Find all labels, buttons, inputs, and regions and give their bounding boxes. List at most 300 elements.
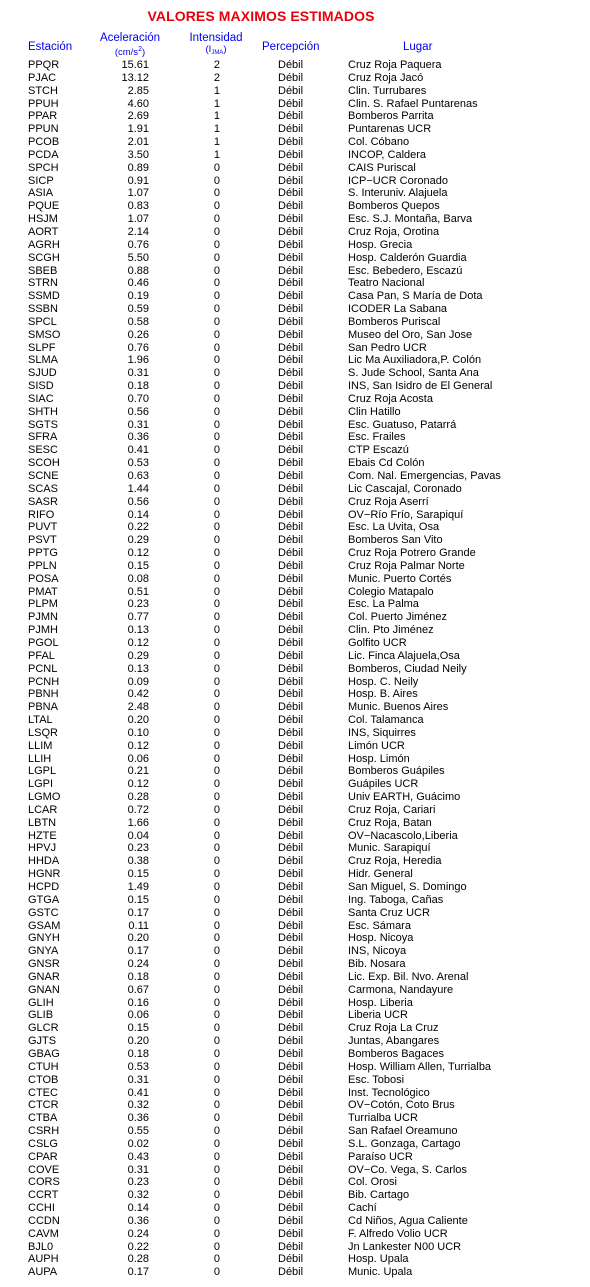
location-value: Hosp. Nicoya <box>348 932 414 945</box>
perception-value: Débil <box>278 611 304 624</box>
intensity-value: 0 <box>213 688 220 701</box>
intensity-value: 0 <box>213 161 220 174</box>
perception-value: Débil <box>278 136 304 149</box>
perception-value: Débil <box>278 1047 304 1060</box>
intensity-value: 0 <box>213 200 220 213</box>
perception-value: Débil <box>278 251 304 264</box>
intensity-value: 0 <box>213 418 220 431</box>
perception-value: Débil <box>278 803 304 816</box>
intensity-value: 0 <box>213 1202 220 1215</box>
intensity-value: 0 <box>213 444 220 457</box>
acceleration-value: 0.76 <box>127 238 149 251</box>
perception-value: Débil <box>278 829 304 842</box>
intensity-value: 0 <box>213 701 220 714</box>
station-code: PUVT <box>28 521 58 534</box>
acceleration-value: 0.29 <box>127 534 149 547</box>
intensity-value: 0 <box>213 457 220 470</box>
table-row <box>0 1176 590 1189</box>
perception-value: Débil <box>278 1266 304 1279</box>
station-code: SCAS <box>28 482 58 495</box>
station-code: HGNR <box>28 868 61 881</box>
perception-value: Débil <box>278 893 304 906</box>
location-value: Teatro Nacional <box>348 277 425 290</box>
table-row <box>0 239 590 252</box>
station-code: PQUE <box>28 200 60 213</box>
location-value: Cruz Roja Palmar Norte <box>348 559 465 572</box>
location-value: Clin. S. Rafael Puntarenas <box>348 97 478 110</box>
intensity-value: 0 <box>213 932 220 945</box>
station-code: GSTC <box>28 906 59 919</box>
location-value: INS, San Isidro de El General <box>348 380 493 393</box>
perception-value: Débil <box>278 1240 304 1253</box>
acceleration-value: 0.22 <box>127 1240 149 1253</box>
location-value: Bib. Cartago <box>348 1189 410 1202</box>
acceleration-value: 0.19 <box>127 290 149 303</box>
perception-value: Débil <box>278 238 304 251</box>
intensity-value: 0 <box>213 367 220 380</box>
intensity-value: 0 <box>213 328 220 341</box>
perception-value: Débil <box>278 791 304 804</box>
acceleration-value: 0.15 <box>127 559 149 572</box>
table-row <box>0 123 590 136</box>
station-code: CTEC <box>28 1086 58 1099</box>
table-row <box>0 354 590 367</box>
station-code: PCDA <box>28 148 59 161</box>
station-code: LGMO <box>28 791 61 804</box>
location-value: F. Alfredo Volio UCR <box>348 1227 448 1240</box>
station-code: ASIA <box>28 187 54 200</box>
table-row <box>0 560 590 573</box>
table-row <box>0 483 590 496</box>
location-value: Col. Cóbano <box>348 136 410 149</box>
perception-value: Débil <box>278 932 304 945</box>
intensity-value: 0 <box>213 521 220 534</box>
acceleration-value: 0.29 <box>127 649 149 662</box>
location-value: Museo del Oro, San Jose <box>348 328 473 341</box>
intensity-value: 0 <box>213 855 220 868</box>
perception-value: Débil <box>278 739 304 752</box>
station-code: PPAR <box>28 110 58 123</box>
perception-value: Débil <box>278 765 304 778</box>
table-row <box>0 509 590 522</box>
header-aceleracion <box>92 32 168 59</box>
acceleration-value: 0.76 <box>127 341 149 354</box>
perception-value: Débil <box>278 881 304 893</box>
table-row <box>0 971 590 984</box>
intensity-value: 0 <box>213 1060 220 1073</box>
perception-value: Débil <box>278 624 304 637</box>
location-value: Bomberos Guápiles <box>348 765 445 778</box>
perception-value: Débil <box>278 213 304 226</box>
perception-value: Débil <box>278 1163 304 1176</box>
station-code: GLIB <box>28 1009 54 1022</box>
station-code: GNSR <box>28 958 60 971</box>
location-value: Cruz Roja Potrero Grande <box>348 547 476 560</box>
location-value: Hosp. Liberia <box>348 996 413 1009</box>
perception-value: Débil <box>278 1137 304 1150</box>
location-value: Lic. Finca Alajuela,Osa <box>348 649 460 662</box>
table-row <box>0 1074 590 1087</box>
station-code: SGTS <box>28 418 58 431</box>
station-code: GNYA <box>28 945 59 958</box>
station-code: HCPD <box>28 881 60 893</box>
table-row <box>0 778 590 791</box>
intensity-value: 0 <box>213 508 220 521</box>
header-percepcion: Percepción <box>262 41 320 53</box>
table-row <box>0 997 590 1010</box>
perception-value: Débil <box>278 341 304 354</box>
acceleration-value: 0.89 <box>127 161 149 174</box>
location-value: Hosp. Limón <box>348 752 410 765</box>
table-row <box>0 406 590 419</box>
intensity-value: 0 <box>213 611 220 624</box>
intensity-value: 1 <box>213 148 220 161</box>
table-row <box>0 920 590 933</box>
acceleration-value: 0.06 <box>127 1009 149 1022</box>
perception-value: Débil <box>278 97 304 110</box>
acceleration-value: 0.20 <box>127 714 149 727</box>
location-value: ICP−UCR Coronado <box>348 174 448 187</box>
intensity-value: 0 <box>213 277 220 290</box>
acceleration-value: 0.26 <box>127 328 149 341</box>
intensity-value: 0 <box>213 958 220 971</box>
perception-value: Débil <box>278 84 304 97</box>
table-row <box>0 59 590 72</box>
header-estacion: Estación <box>28 41 73 53</box>
intensity-value: 0 <box>213 893 220 906</box>
acceleration-value: 0.12 <box>127 778 149 791</box>
perception-value: Débil <box>278 225 304 238</box>
perception-value: Débil <box>278 649 304 662</box>
station-code: RIFO <box>28 508 55 521</box>
location-value: Munic. Buenos Aires <box>348 701 449 714</box>
intensity-value: 0 <box>213 213 220 226</box>
acceleration-value: 0.88 <box>127 264 149 277</box>
perception-value: Débil <box>278 431 304 444</box>
station-code: SSBN <box>28 303 58 316</box>
perception-value: Débil <box>278 996 304 1009</box>
intensity-value: 0 <box>213 662 220 675</box>
station-code: COVE <box>28 1163 60 1176</box>
intensity-value: 1 <box>213 110 220 123</box>
station-code: SASR <box>28 495 58 508</box>
station-code: GNAN <box>28 983 60 996</box>
location-value: Col. Puerto Jiménez <box>348 611 448 624</box>
table-row <box>0 740 590 753</box>
table-row <box>0 1138 590 1151</box>
acceleration-value: 0.43 <box>127 1150 149 1163</box>
station-code: CTCR <box>28 1099 59 1112</box>
table-row <box>0 1125 590 1138</box>
perception-value: Débil <box>278 598 304 611</box>
acceleration-value: 0.20 <box>127 1035 149 1048</box>
acceleration-value: 0.83 <box>127 200 149 213</box>
acceleration-value: 1.07 <box>127 213 149 226</box>
perception-value: Débil <box>278 444 304 457</box>
perception-value: Débil <box>278 547 304 560</box>
table-row <box>0 1112 590 1125</box>
acceleration-value: 0.06 <box>127 752 149 765</box>
header-lugar: Lugar <box>403 41 433 53</box>
intensity-value: 0 <box>213 919 220 932</box>
acceleration-value: 0.18 <box>127 380 149 393</box>
station-code: SESC <box>28 444 58 457</box>
acceleration-value: 0.16 <box>127 996 149 1009</box>
table-row <box>0 753 590 766</box>
table-row <box>0 419 590 432</box>
intensity-value: 0 <box>213 996 220 1009</box>
table-row <box>0 1164 590 1177</box>
station-code: SICP <box>28 174 54 187</box>
table-row <box>0 1022 590 1035</box>
intensity-value: 0 <box>213 290 220 303</box>
table-row <box>0 98 590 111</box>
station-code: CCHI <box>28 1202 55 1215</box>
station-code: PJMH <box>28 624 58 637</box>
perception-value: Débil <box>278 1176 304 1189</box>
location-value: Ebais Cd Colón <box>348 457 425 470</box>
intensity-value: 0 <box>213 572 220 585</box>
perception-value: Débil <box>278 855 304 868</box>
intensity-value: 0 <box>213 739 220 752</box>
station-code: SCNE <box>28 470 59 482</box>
table-row <box>0 817 590 830</box>
station-code: SSMD <box>28 290 60 303</box>
perception-value: Débil <box>278 495 304 508</box>
acceleration-value: 2.48 <box>127 701 149 714</box>
perception-value: Débil <box>278 534 304 547</box>
table-row <box>0 393 590 406</box>
table-row <box>0 842 590 855</box>
table-row <box>0 932 590 945</box>
table-row <box>0 598 590 611</box>
intensity-value: 1 <box>213 97 220 110</box>
station-code: SPCH <box>28 161 59 174</box>
perception-value: Débil <box>278 148 304 161</box>
station-code: GLCR <box>28 1022 59 1035</box>
table-row <box>0 367 590 380</box>
acceleration-value: 0.18 <box>127 970 149 983</box>
acceleration-value: 0.22 <box>127 521 149 534</box>
acceleration-value: 0.31 <box>127 418 149 431</box>
location-value: Cruz Roja, Batan <box>348 816 432 829</box>
acceleration-value: 0.20 <box>127 932 149 945</box>
station-code: STCH <box>28 84 58 97</box>
perception-value: Débil <box>278 354 304 367</box>
acceleration-value: 0.15 <box>127 1022 149 1035</box>
perception-value: Débil <box>278 945 304 958</box>
perception-value: Débil <box>278 303 304 316</box>
location-value: Munic. Sarapiquí <box>348 842 431 855</box>
intensity-value: 0 <box>213 225 220 238</box>
perception-value: Débil <box>278 675 304 688</box>
station-code: PCNL <box>28 662 58 675</box>
perception-value: Débil <box>278 1189 304 1202</box>
location-value: OV−Río Frío, Sarapiquí <box>348 508 464 521</box>
station-code: GBAG <box>28 1047 60 1060</box>
perception-value: Débil <box>278 816 304 829</box>
table-row <box>0 791 590 804</box>
perception-value: Débil <box>278 482 304 495</box>
intensity-value: 0 <box>213 354 220 367</box>
location-value: Cruz Roja Aserrí <box>348 495 429 508</box>
acceleration-value: 2.01 <box>127 136 149 149</box>
station-code: HPVJ <box>28 842 57 855</box>
station-code: CTOB <box>28 1073 59 1086</box>
acceleration-value: 0.04 <box>127 829 149 842</box>
intensity-value: 0 <box>213 174 220 187</box>
station-code: CPAR <box>28 1150 58 1163</box>
location-value: Carmona, Nandayure <box>348 983 454 996</box>
intensity-value: 0 <box>213 315 220 328</box>
perception-value: Débil <box>278 778 304 791</box>
table-row <box>0 1215 590 1228</box>
perception-value: Débil <box>278 1022 304 1035</box>
station-code: POSA <box>28 572 59 585</box>
location-value: Bomberos Quepos <box>348 200 440 213</box>
intensity-value: 0 <box>213 1266 220 1279</box>
acceleration-value: 4.60 <box>127 97 149 110</box>
acceleration-value: 0.77 <box>127 611 149 624</box>
acceleration-value: 0.13 <box>127 624 149 637</box>
station-code: SFRA <box>28 431 58 444</box>
intensity-value: 0 <box>213 431 220 444</box>
acceleration-value: 0.24 <box>127 1227 149 1240</box>
location-value: Puntarenas UCR <box>348 123 432 136</box>
location-value: Clin. Pto Jiménez <box>348 624 434 637</box>
perception-value: Débil <box>278 110 304 123</box>
intensity-value: 0 <box>213 1035 220 1048</box>
acceleration-value: 0.08 <box>127 572 149 585</box>
table-row <box>0 457 590 470</box>
location-value: Esc. Guatuso, Patarrá <box>348 418 457 431</box>
intensity-value: 0 <box>213 726 220 739</box>
location-value: Esc. S.J. Montaña, Barva <box>348 213 473 226</box>
intensity-value: 0 <box>213 829 220 842</box>
location-value: Bomberos San Vito <box>348 534 443 547</box>
table-row <box>0 881 590 894</box>
table-row <box>0 329 590 342</box>
table-row <box>0 765 590 778</box>
location-value: Hidr. General <box>348 868 413 881</box>
location-value: Limón UCR <box>348 739 405 752</box>
acceleration-value: 0.23 <box>127 598 149 611</box>
station-code: CAVM <box>28 1227 59 1240</box>
perception-value: Débil <box>278 200 304 213</box>
acceleration-value: 0.12 <box>127 636 149 649</box>
acceleration-value: 0.36 <box>127 1112 149 1125</box>
table-row <box>0 727 590 740</box>
table-row <box>0 894 590 907</box>
location-value: S. Jude School, Santa Ana <box>348 367 479 380</box>
perception-value: Débil <box>278 1112 304 1125</box>
acceleration-value: 1.07 <box>127 187 149 200</box>
intensity-value: 0 <box>213 1176 220 1189</box>
table-row <box>0 804 590 817</box>
table-row <box>0 958 590 971</box>
perception-value: Débil <box>278 1227 304 1240</box>
perception-value: Débil <box>278 277 304 290</box>
table-row <box>0 1087 590 1100</box>
unit-close: ) <box>141 47 146 58</box>
intensity-value: 2 <box>213 59 220 71</box>
location-value: Colegio Matapalo <box>348 585 434 598</box>
location-value: Hosp. Upala <box>348 1253 409 1266</box>
location-value: Bomberos, Ciudad Neily <box>348 662 467 675</box>
perception-value: Débil <box>278 521 304 534</box>
location-value: Hosp. C. Neily <box>348 675 419 688</box>
intensity-value: 0 <box>213 470 220 482</box>
station-code: SIAC <box>28 392 54 405</box>
location-value: CTP Escazú <box>348 444 409 457</box>
intensity-value: 0 <box>213 482 220 495</box>
intensity-value: 0 <box>213 585 220 598</box>
intensity-value: 0 <box>213 1099 220 1112</box>
table-row <box>0 907 590 920</box>
intensity-value: 0 <box>213 765 220 778</box>
location-value: Hosp. Grecia <box>348 238 413 251</box>
station-code: PLPM <box>28 598 58 611</box>
intensity-value: 0 <box>213 1112 220 1125</box>
intensity-value: 0 <box>213 264 220 277</box>
perception-value: Débil <box>278 919 304 932</box>
location-value: Esc. Tobosi <box>348 1073 405 1086</box>
intensity-value: 0 <box>213 1163 220 1176</box>
perception-value: Débil <box>278 906 304 919</box>
station-code: LBTN <box>28 816 57 829</box>
table-row <box>0 162 590 175</box>
location-value: Jn Lankester N00 UCR <box>348 1240 462 1253</box>
perception-value: Débil <box>278 328 304 341</box>
station-code: PMAT <box>28 585 58 598</box>
intensity-value: 0 <box>213 649 220 662</box>
table-row <box>0 265 590 278</box>
acceleration-value: 0.28 <box>127 791 149 804</box>
acceleration-value: 2.85 <box>127 84 149 97</box>
table-row <box>0 1151 590 1164</box>
table-row <box>0 1241 590 1254</box>
station-code: PPUH <box>28 97 59 110</box>
location-value: San Pedro UCR <box>348 341 427 354</box>
perception-value: Débil <box>278 970 304 983</box>
acceleration-value: 1.96 <box>127 354 149 367</box>
acceleration-value: 0.12 <box>127 547 149 560</box>
location-value: Clin. Turrubares <box>348 84 427 97</box>
location-value: Santa Cruz UCR <box>348 906 430 919</box>
location-value: Cruz Roja, Heredia <box>348 855 442 868</box>
table-row <box>0 136 590 149</box>
table-row <box>0 444 590 457</box>
perception-value: Débil <box>278 392 304 405</box>
station-code: SHTH <box>28 405 58 418</box>
perception-value: Débil <box>278 187 304 200</box>
location-value: INCOP, Caldera <box>348 148 427 161</box>
location-value: Esc. Bebedero, Escazú <box>348 264 463 277</box>
perception-value: Débil <box>278 161 304 174</box>
station-code: LTAL <box>28 714 53 727</box>
table-row <box>0 637 590 650</box>
perception-value: Débil <box>278 71 304 84</box>
intensity-value: 0 <box>213 1086 220 1099</box>
table-row <box>0 85 590 98</box>
table-row <box>0 290 590 303</box>
station-code: PPQR <box>28 59 60 71</box>
location-value: Com. Nal. Emergencias, Pavas <box>348 470 501 482</box>
acceleration-value: 0.02 <box>127 1137 149 1150</box>
acceleration-value: 0.72 <box>127 803 149 816</box>
intensity-value: 0 <box>213 791 220 804</box>
header-aceleracion-label: Aceleración <box>99 32 161 44</box>
